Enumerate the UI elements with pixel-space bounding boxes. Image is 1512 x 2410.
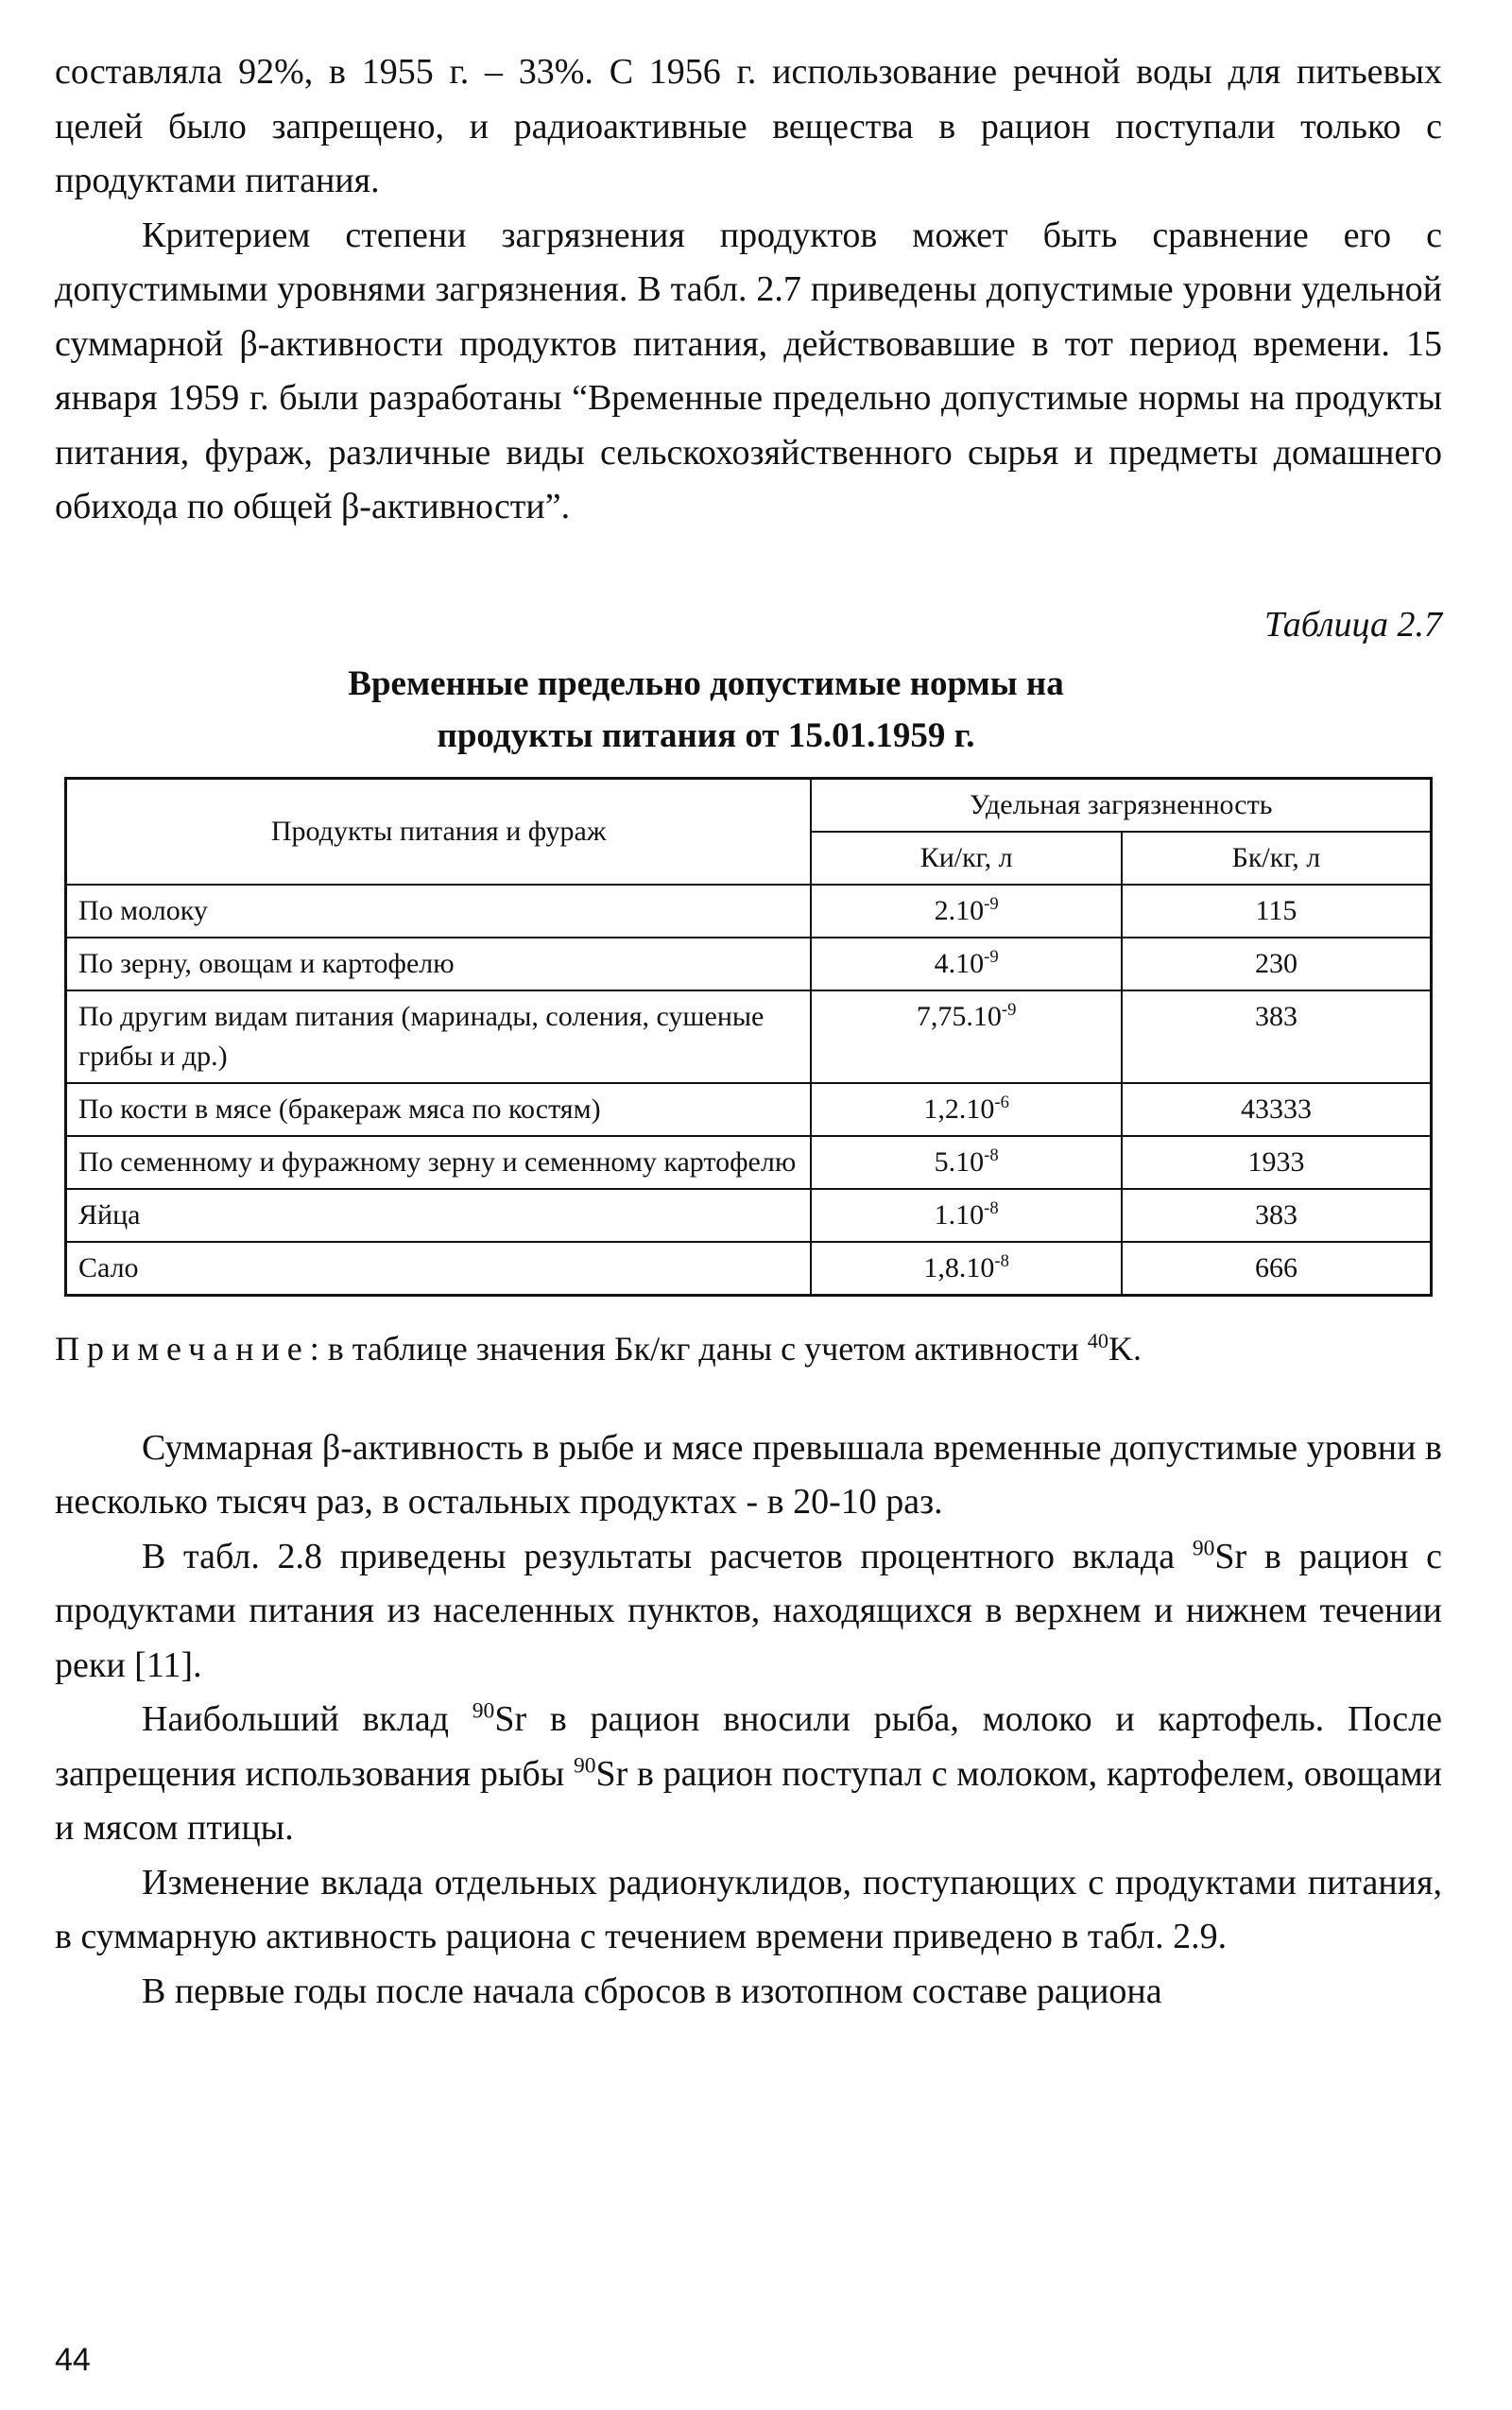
row-bq: 383 bbox=[1122, 1189, 1432, 1242]
note-isotope-mass: 40 bbox=[1087, 1328, 1109, 1352]
note-text: : в таблице значения Бк/кг даны с учетом активности bbox=[309, 1329, 1088, 1368]
row-product: По семенному и фуражному зерну и семенному картофелю bbox=[66, 1136, 812, 1189]
note-isotope: K. bbox=[1108, 1329, 1143, 1368]
paragraph-7: В первые годы после начала сбросов в изотопном составе рациона bbox=[142, 1971, 1162, 2011]
table-row bbox=[66, 1189, 1432, 1242]
table-note bbox=[55, 1325, 1442, 1372]
body-text bbox=[55, 1421, 1442, 2020]
table-row bbox=[66, 1083, 1432, 1136]
paragraph-5: Наибольший вклад $^{90}$Sr в рацион вносили рыба, молоко и картофель. После запрещения использования рыбы $^{90}$Sr в рацион поступал с молоком, картофелем, овощами и мясом птицы. bbox=[55, 1698, 1442, 1848]
row-product: По молоку bbox=[66, 885, 812, 938]
row-ci: $5.10^{-8}$ bbox=[811, 1136, 1122, 1189]
table-row bbox=[66, 1242, 1432, 1296]
row-bq: 1933 bbox=[1122, 1136, 1432, 1189]
row-product: Яйца bbox=[66, 1189, 812, 1242]
paragraph-4: В табл. 2.8 приведены результаты расчетов процентного вклада $^{90}$Sr в рацион с продуктами питания из населенных пунктов, находящихся в верхнем и нижнем течении реки [11]. bbox=[55, 1535, 1442, 1685]
table-row bbox=[66, 938, 1432, 990]
norms-table bbox=[64, 777, 1433, 1297]
header-ci: Ки/кг, л bbox=[811, 832, 1122, 885]
row-product: По другим видам питания (маринады, соления, сушеные грибы и др.) bbox=[66, 990, 812, 1083]
row-product: По кости в мясе (бракераж мяса по костям) bbox=[66, 1083, 812, 1136]
page-content bbox=[55, 45, 1442, 2019]
row-ci: $1,2.10^{-6}$ bbox=[811, 1083, 1122, 1136]
row-ci: $1.10^{-8}$ bbox=[811, 1189, 1122, 1242]
row-bq: 383 bbox=[1122, 990, 1432, 1083]
note-prefix: Примечание bbox=[55, 1329, 310, 1368]
paragraph-intro-2: Критерием степени загрязнения продуктов может быть сравнение его с допустимыми уровнями загрязнения. В табл. 2.7 приведены допустимые уровни удельной суммарной β-активности продуктов питания, действовавшие в тот период времени. 15 января 1959 г. были разработаны “Временные предельно допустимые нормы на продукты питания, фураж, различные виды сельскохозяйственного сырья и предметы домашнего обихода по общей β-активности”. bbox=[55, 215, 1442, 526]
header-bq: Бк/кг, л bbox=[1122, 832, 1432, 885]
table-label: Таблица 2.7 bbox=[1264, 604, 1442, 645]
row-product: Сало bbox=[66, 1242, 812, 1296]
header-contamination: Удельная загрязненность bbox=[811, 778, 1431, 832]
row-ci: $1,8.10^{-8}$ bbox=[811, 1242, 1122, 1296]
header-products: Продукты питания и фураж bbox=[66, 778, 812, 885]
table-row bbox=[66, 885, 1432, 938]
row-ci: $4.10^{-9}$ bbox=[811, 938, 1122, 990]
row-ci: $7,75.10^{-9}$ bbox=[811, 990, 1122, 1083]
row-bq: 115 bbox=[1122, 885, 1432, 938]
row-bq: 230 bbox=[1122, 938, 1432, 990]
table-title bbox=[0, 658, 1442, 762]
table-title-line-2: продукты питания от 15.01.1959 г. bbox=[437, 715, 975, 755]
paragraph-6: Изменение вклада отдельных радионуклидов, поступающих с продуктами питания, в суммарную активность рациона с течением времени приведено в табл. 2.9. bbox=[55, 1862, 1442, 1956]
row-ci: $2.10^{-9}$ bbox=[811, 885, 1122, 938]
row-bq: 666 bbox=[1122, 1242, 1432, 1296]
page-number: 44 bbox=[55, 2342, 91, 2378]
paragraph-intro-1: составляла 92%, в 1955 г. – 33%. С 1956 г. использование речной воды для питьевых целей было запрещено, и радиоактивные вещества в рацион поступали только с продуктами питания. bbox=[55, 52, 1442, 200]
row-bq: 43333 bbox=[1122, 1083, 1432, 1136]
table-row bbox=[66, 990, 1432, 1083]
table-row bbox=[66, 1136, 1432, 1189]
row-product: По зерну, овощам и картофелю bbox=[66, 938, 812, 990]
paragraph-3: Суммарная β-активность в рыбе и мясе превышала временные допустимые уровни в несколько тысяч раз, в остальных продуктах - в 20-10 раз. bbox=[55, 1427, 1442, 1522]
table-title-line-1: Временные предельно допустимые нормы на bbox=[348, 663, 1064, 703]
